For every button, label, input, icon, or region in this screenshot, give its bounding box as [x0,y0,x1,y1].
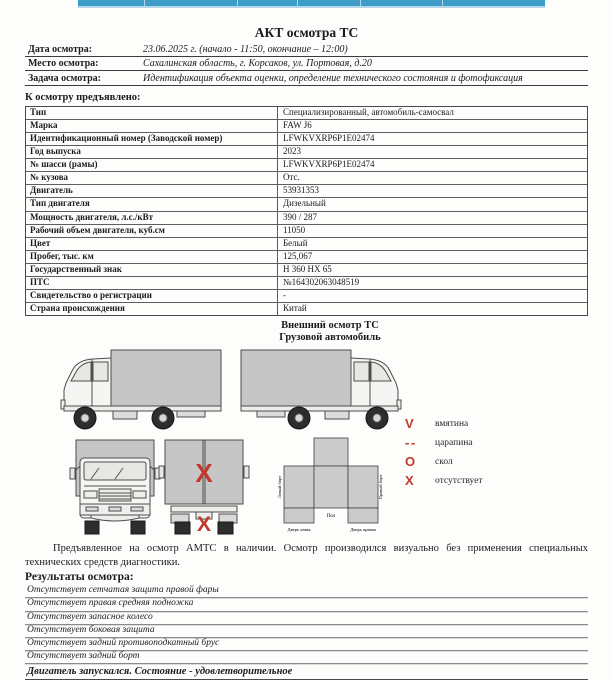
row-value: Белый [283,237,308,248]
table-row [26,185,587,198]
unfold-label-left-door: Дверь левая [287,527,311,533]
row-value: Дизельный [283,198,326,209]
table-row [26,251,587,264]
table-row [26,120,587,133]
row-label: Государственный знак [26,264,278,276]
inspection-note: Предъявленное на осмотр АМТС в наличии. Осмотр производился визуально без применения специальных технических средств диагностики. [25,543,588,568]
row-value: FAW J6 [283,119,312,130]
row-label: Цвет [26,238,278,250]
row-label: № кузова [26,172,278,184]
row-value: LFWKVXRP6P1E02474 [283,132,375,143]
row-value: 2023 [283,146,301,157]
row-value: 125,067 [283,250,313,261]
strip-cell [443,0,545,6]
row-label: Мощность двигателя, л.с./кВт [26,212,278,224]
meta-label: Место осмотра: [28,58,99,70]
exterior-inspection-diagram [25,320,588,538]
result-item: Отсутствует задний противоподкатный брус [25,638,588,651]
unfold-label-floor: Пол [326,514,336,520]
strip-cell [361,0,443,6]
meta-row [25,57,588,72]
result-item: Отсутствует запасное колесо [25,612,588,625]
row-value: Китай [283,303,307,314]
row-label: Пробег, тыс. км [26,251,278,263]
legend-item [405,435,483,450]
diagram-title [230,320,430,344]
row-label: Рабочий объем двигателя, куб.см [26,225,278,237]
meta-value: Идентификация объекта оценки, определение технического состояния и фотофиксация [143,72,523,84]
truck-side-view-left [55,346,230,434]
meta-label: Дата осмотра: [28,43,93,55]
results-list [25,585,588,664]
missing-mark-x: X [196,513,212,537]
legend-label: царапина [435,437,473,448]
row-value: 390 / 287 [283,211,318,222]
table-row [26,277,587,290]
unfold-label-right-side: Правый борт [378,474,383,500]
meta-value: 23.06.2025 г. (начало - 11:50, окончание – 12:00) [143,43,348,55]
row-value: №164302063048519 [283,277,360,287]
table-row [26,290,587,303]
meta-label: Задача осмотра: [28,72,101,84]
legend-label: отсутствует [435,475,483,486]
table-row [26,198,587,211]
row-value: Н 360 НХ 65 [283,263,332,274]
table-row [26,159,587,172]
row-value: 53931353 [283,185,319,196]
diagram-title-line1: Внешний осмотр ТС [281,320,379,332]
row-value: Отс. [283,172,300,183]
row-label: Тип двигателя [26,198,278,210]
row-label: № шасси (рамы) [26,159,278,171]
damage-legend [405,416,483,488]
strip-cell [298,0,361,6]
legend-item [405,416,483,431]
truck-side-view-right [232,346,407,434]
cargo-box-unfold-diagram [275,436,389,536]
strip-cell [145,0,238,6]
missing-mark-x: X [195,458,213,489]
table-row [26,238,587,251]
document-page [25,8,588,680]
strip-cell [238,0,297,6]
meta-table [25,42,588,86]
legend-item [405,454,483,469]
dent-symbol-icon: V [405,415,413,431]
cropped-table-header-strip [78,0,545,8]
table-row [26,264,587,277]
chip-symbol-icon: O [405,453,415,469]
row-value: LFWKVXRP6P1E02474 [283,159,375,170]
legend-label: вмятина [435,418,469,429]
table-row [26,133,587,146]
truck-rear-view [158,438,250,536]
row-label: Страна происхождения [26,303,278,315]
table-row [26,146,587,159]
row-value: - [283,290,286,301]
document-title: АКТ осмотра ТС [254,25,359,40]
vehicle-table [25,106,588,317]
result-item: Отсутствует боковая защита [25,625,588,638]
table-row [26,303,587,315]
diagram-title-line2: Грузовой автомобиль [279,332,381,344]
unfold-label-left-side: Левый борт [277,476,282,499]
row-label: Идентификационный номер (Заводской номер) [26,133,278,145]
row-label: Тип [26,107,278,119]
meta-row [25,71,588,86]
row-label: Двигатель [26,185,278,197]
row-label: Марка [26,120,278,132]
unfold-label-right-door: Дверь правая [350,527,376,533]
row-label: Свидетельство о регистрации [26,290,278,302]
strip-cell [78,0,145,6]
table-row [26,225,587,238]
meta-row [25,42,588,57]
table-row [26,107,587,120]
missing-symbol-icon: X [405,472,413,488]
row-value: 11050 [283,224,306,235]
legend-item [405,473,483,488]
row-label: Год выпуска [26,146,278,158]
row-value: Специализированный, автомобиль-самосвал [283,106,454,117]
meta-value: Сахалинская область, г. Корсаков, ул. Портовая, д.20 [143,58,372,70]
legend-label: скол [435,456,453,467]
scratch-symbol-icon: - - [405,434,415,450]
result-item: Отсутствует правая средняя подножка [25,598,588,611]
result-item: Отсутствует сетчатая защита правой фары [25,585,588,598]
table-row [26,212,587,225]
engine-condition-note: Двигатель запускался. Состояние - удовлетворительное [25,665,588,680]
row-label: ПТС [26,277,278,289]
truck-front-view [69,438,161,536]
table-row [26,172,587,185]
presented-heading: К осмотру предъявлено: [25,91,141,103]
results-heading: Результаты осмотра: [25,571,134,584]
result-item: Отсутствует задний борт [25,651,588,664]
